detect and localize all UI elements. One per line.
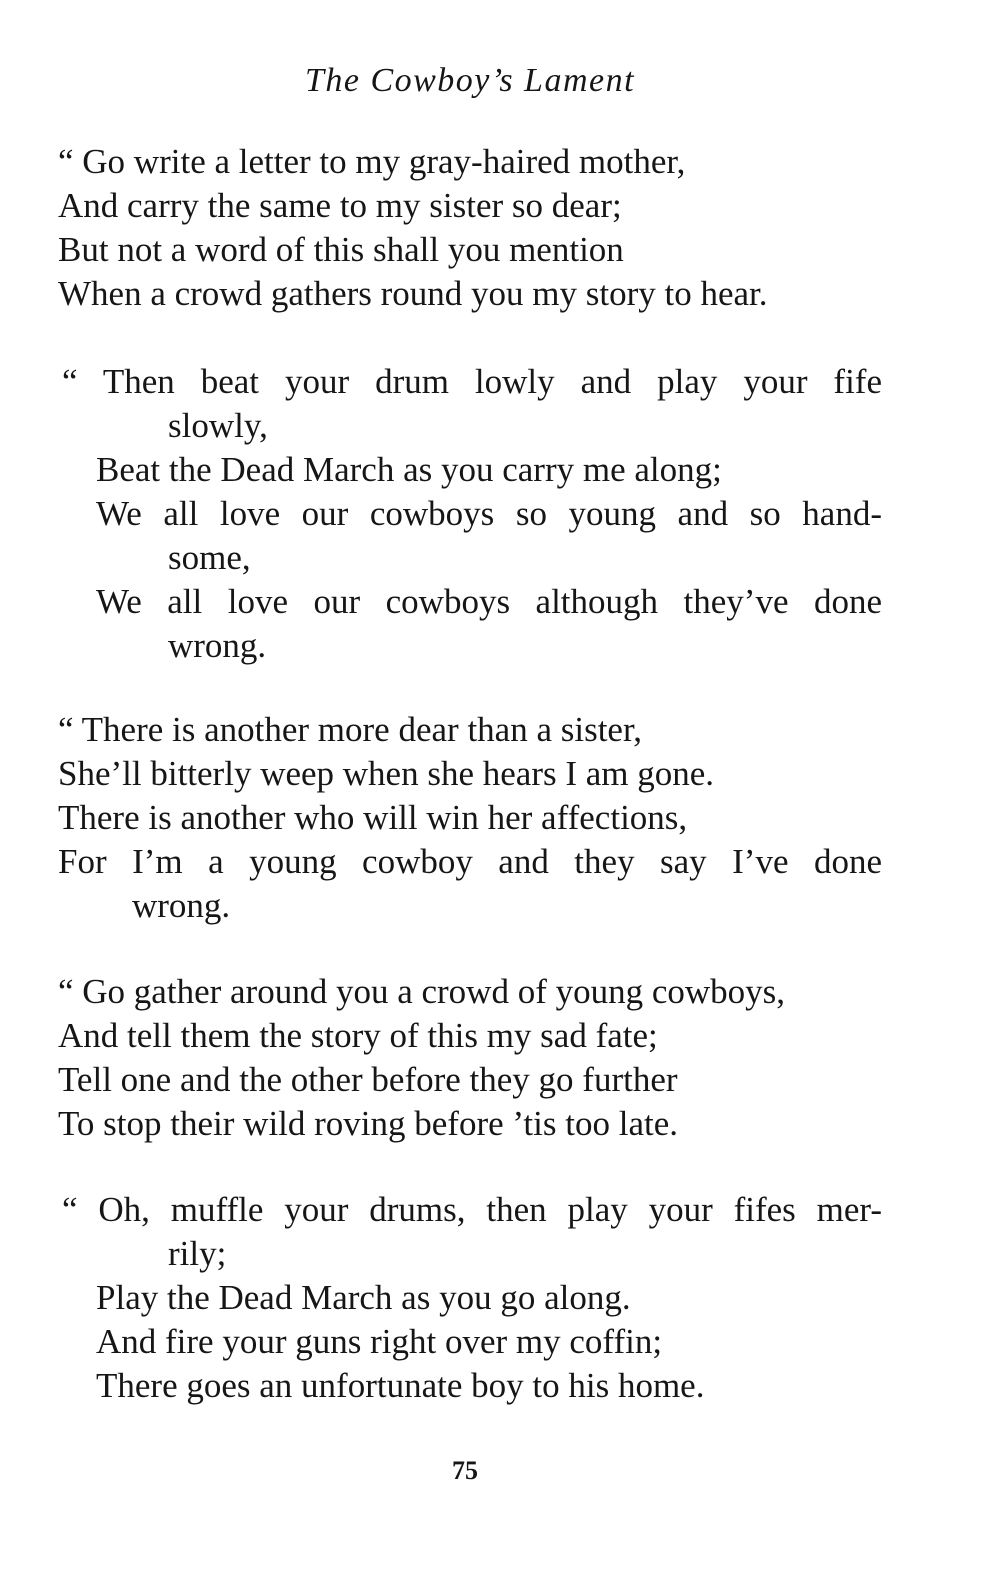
verse-line: “ Go write a letter to my gray-haired mother, — [58, 142, 686, 181]
verse-line-continuation: rily; — [168, 1234, 227, 1273]
verse-line: For I’m a young cowboy and they say I’ve done — [58, 842, 882, 881]
verse-line-continuation: wrong. — [132, 886, 231, 925]
verse-line-continuation: slowly, — [168, 406, 268, 445]
verse-line: “ Oh, muffle your drums, then play your fifes mer- — [62, 1190, 882, 1229]
verse-line: “ Then beat your drum lowly and play your fife — [62, 362, 882, 401]
verse-line: There is another who will win her affections, — [58, 798, 688, 837]
verse-line: And carry the same to my sister so dear; — [58, 186, 622, 225]
verse-line: To stop their wild roving before ’tis too late. — [58, 1104, 678, 1143]
verse-line: “ There is another more dear than a sister, — [58, 710, 642, 749]
verse-line: She’ll bitterly weep when she hears I am gone. — [58, 754, 715, 793]
verse-line-continuation: wrong. — [168, 626, 267, 665]
verse-line: There goes an unfortunate boy to his home. — [96, 1366, 705, 1405]
verse-line: Play the Dead March as you go along. — [96, 1278, 631, 1317]
running-title: The Cowboy’s Lament — [304, 62, 636, 99]
verse-line: When a crowd gathers round you my story to hear. — [58, 274, 768, 313]
verse-line: And fire your guns right over my coffin; — [96, 1322, 663, 1361]
verse-line: And tell them the story of this my sad fate; — [58, 1016, 658, 1055]
verse-line: We all love our cowboys so young and so hand- — [96, 494, 882, 533]
page-number: 75 — [452, 1456, 478, 1485]
verse-line: But not a word of this shall you mention — [58, 230, 624, 269]
verse-line-continuation: some, — [168, 538, 251, 577]
verse-line: We all love our cowboys although they’ve done — [96, 582, 882, 621]
verse-line: Beat the Dead March as you carry me along; — [96, 450, 722, 489]
verse-line: “ Go gather around you a crowd of young cowboys, — [58, 972, 786, 1011]
verse-line: Tell one and the other before they go further — [58, 1060, 678, 1099]
